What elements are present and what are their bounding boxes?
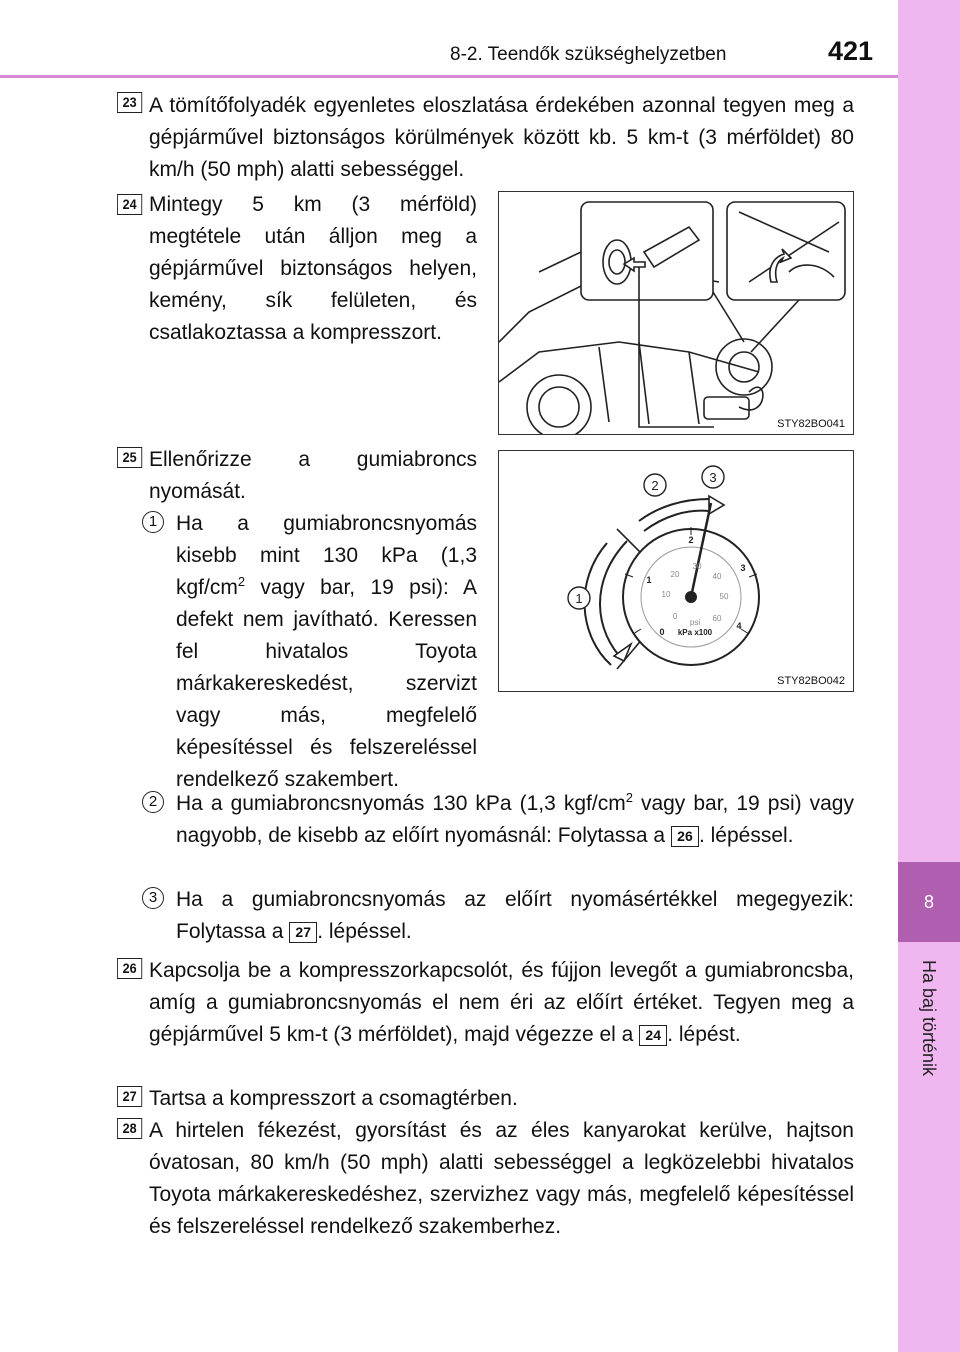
gauge-inner-label-10: 10 — [661, 590, 671, 599]
step-badge-25: 25 — [117, 447, 142, 468]
gauge-inner-label-30: 30 — [692, 562, 702, 571]
step-ref-26[interactable]: 26 — [671, 826, 699, 847]
pressure-gauge-illustration — [499, 451, 853, 691]
step-23-text: A tömítőfolyadék egyenletes eloszlatása érdekében azonnal tegyen meg a gépjárművel biztonságos körülmények között kb. 5 km-t (3 mérföldet) 80 km/h (50 mph) alatti sebességgel. — [149, 94, 854, 181]
condition-2-marker: 2 — [142, 791, 164, 813]
step-badge-27: 27 — [117, 1086, 142, 1107]
gauge-outer-label-4: 4 — [736, 621, 742, 631]
step-ref-27[interactable]: 27 — [289, 922, 317, 943]
condition-2-text-c: . lépéssel. — [698, 824, 794, 847]
step-26-text-a: Kapcsolja be a kompresszorkapcsolót, és fújjon levegőt a gumiabroncsba, amíg a gumiabroncsnyomás el nem éri az előírt értéket. Tegyen meg a gépjárművel 5 km-t (3 mérföldet), majd végezze el a — [149, 959, 854, 1046]
pressure-gauge-figure — [498, 450, 854, 692]
chapter-label: Ha baj történik — [919, 960, 939, 1077]
step-ref-24[interactable]: 24 — [639, 1025, 667, 1046]
condition-3-text-c: . lépéssel. — [317, 920, 412, 943]
condition-2-text-b: vagy bar, 19 psi) vagy nagyobb, de kisebb az előírt nyomásnál: Folytassa a — [176, 792, 854, 847]
gauge-outer-label-0: 0 — [659, 627, 665, 637]
gauge-outer-label-3: 3 — [740, 563, 746, 573]
condition-2-text — [176, 788, 854, 852]
callout-3: 3 — [709, 470, 717, 485]
step-26-text-b: . lépést. — [667, 1023, 741, 1046]
condition-2-text-a: Ha a gumiabroncsnyomás 130 kPa (1,3 kgf/cm — [176, 792, 626, 815]
page-number: 421 — [828, 36, 874, 66]
gauge-outer-label-2: 2 — [688, 535, 694, 545]
header-divider — [0, 75, 898, 78]
gauge-inner-label-60: 60 — [712, 614, 722, 623]
car-compressor-illustration — [499, 192, 853, 434]
condition-3-marker: 3 — [142, 887, 164, 909]
gauge-outer-label-1: 1 — [646, 575, 652, 585]
gauge-inner-label-50: 50 — [719, 592, 729, 601]
step-25-text: Ellenőrizze a gumiabroncs nyomását. — [149, 448, 477, 503]
callout-1: 1 — [575, 591, 583, 606]
condition-1-sup: 2 — [237, 574, 246, 589]
figure-1-code: STY82BO041 — [777, 418, 845, 430]
gauge-inner-label-20: 20 — [670, 570, 680, 579]
figure-2-code: STY82BO042 — [777, 675, 845, 687]
gauge-inner-label-40: 40 — [712, 572, 722, 581]
step-27-text: Tartsa a kompresszort a csomagtérben. — [149, 1087, 518, 1110]
section-title: 8-2. Teendők szükséghelyzetben — [450, 44, 727, 65]
condition-2-sup: 2 — [625, 790, 633, 805]
step-badge-28: 28 — [117, 1118, 142, 1139]
chapter-number: 8 — [898, 862, 960, 942]
gauge-inner-label-0: 0 — [672, 612, 678, 621]
step-28-text: A hirtelen fékezést, gyorsítást és az éles kanyarokat kerülve, hajtson óvatosan, 80 km/h (50 mph) alatti sebességgel a legközelebbi hivatalos Toyota márkakereskedéshez, szervizhez vagy más, megfelelő képesítéssel és felszereléssel rendelkező szakemberhez. — [149, 1119, 854, 1238]
step-badge-26: 26 — [117, 958, 142, 979]
step-24-text: Mintegy 5 km (3 mérföld) megtétele után álljon meg a gépjárművel biztonságos helyen, kemény, sík felületen, és csatlakoztassa a kompresszort. — [149, 193, 477, 344]
compressor-connection-figure — [498, 191, 854, 435]
step-badge-24: 24 — [117, 194, 142, 215]
callout-2: 2 — [651, 478, 659, 493]
condition-3-text — [176, 884, 854, 948]
chapter-side-tab — [898, 0, 960, 1352]
gauge-psi-label: psi — [689, 618, 701, 627]
step-badge-23: 23 — [117, 92, 142, 113]
step-26-text — [149, 955, 854, 1051]
condition-3-text-a: Ha a gumiabroncsnyomás az előírt nyomásértékkel megegyezik: Folytassa a — [176, 888, 854, 943]
condition-1-marker: 1 — [142, 511, 164, 533]
condition-1-text — [176, 508, 477, 796]
condition-1-text-a: Ha a gumiabroncsnyomás kisebb mint 130 kPa (1,3 kgf/cm — [176, 512, 477, 599]
gauge-unit-label: kPa x100 — [677, 628, 713, 637]
condition-1-text-b: vagy bar, 19 psi): A defekt nem javítható. Keressen fel hivatalos Toyota márkakereskedést, szervizt vagy más, megfelelő képesítéssel és felszereléssel rendelkező szakembert. — [176, 576, 477, 791]
